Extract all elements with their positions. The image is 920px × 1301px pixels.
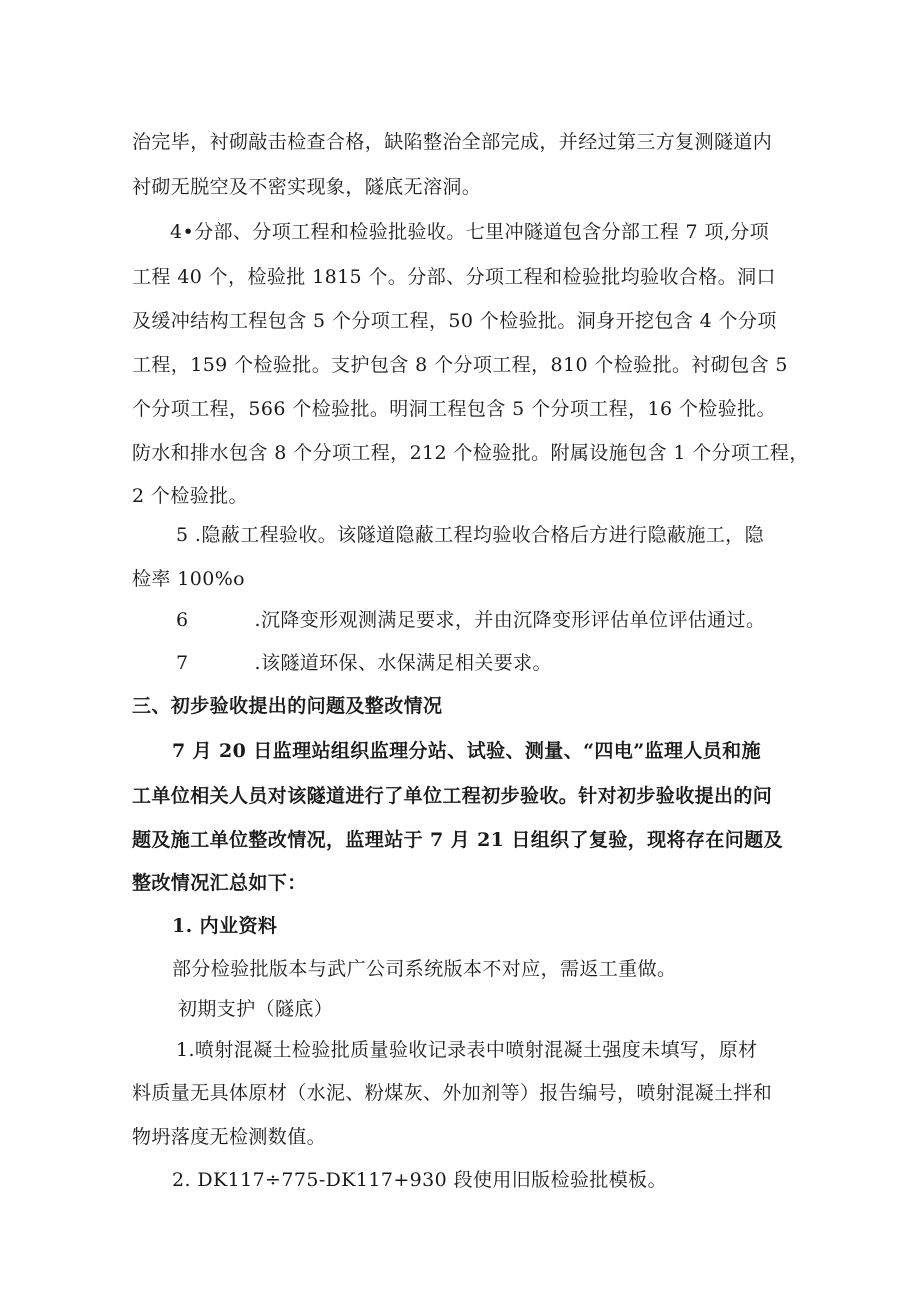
- item4-line-7: 2 个检验批。: [132, 485, 248, 507]
- item7-number: 7: [176, 652, 189, 674]
- support-heading: 初期支护（隧底）: [178, 998, 334, 1020]
- support-p2: 2. DK117÷775-DK117+930 段使用旧版检验批模板。: [172, 1169, 667, 1191]
- section3-line-2: 工单位相关人员对该隧道进行了单位工程初步验收。针对初步验收提出的问: [132, 785, 773, 807]
- section3-line-3: 题及施工单位整改情况，监理站于 7 月 21 日组织了复验，现将存在问题及: [132, 829, 783, 851]
- item6: [176, 608, 765, 632]
- item4-line-3: 及缓冲结构工程包含 5 个分项工程，50 个检验批。洞身开挖包含 4 个分项: [132, 310, 777, 332]
- section3-line-1: 7 月 20 日监理站组织监理分站、试验、测量、“四电”监理人员和施: [172, 740, 761, 762]
- item4-line-1: 4•分部、分项工程和检验批验收。七里冲隧道包含分部工程 7 项,分项: [170, 221, 770, 243]
- sub1-heading: 1. 内业资料: [172, 915, 278, 937]
- support-p1-line-2: 料质量无具体原材（水泥、粉煤灰、外加剂等）报告编号，喷射混凝土拌和: [132, 1082, 773, 1104]
- item4-line-5: 个分项工程，566 个检验批。明洞工程包含 5 个分项工程，16 个检验批。: [132, 398, 776, 420]
- item7: [176, 651, 552, 675]
- item4-line-2: 工程 40 个，检验批 1815 个。分部、分项工程和检验批均验收合格。洞口: [132, 266, 776, 288]
- item4-line-6: 防水和排水包含 8 个分项工程，212 个检验批。附属设施包含 1 个分项工程，: [132, 442, 809, 464]
- item4-line-4: 工程，159 个检验批。支护包含 8 个分项工程，810 个检验批。衬砌包含 5: [132, 354, 788, 376]
- item6-text: .沉降变形观测满足要求，并由沉降变形评估单位评估通过。: [254, 609, 766, 631]
- item5-line-1: 5 .隐蔽工程验收。该隧道隐蔽工程均验收合格后方进行隐蔽施工，隐: [176, 524, 764, 546]
- section3-line-4: 整改情况汇总如下：: [132, 872, 307, 894]
- lining-para-line-2: 衬砌无脱空及不密实现象，隧底无溶洞。: [132, 176, 482, 198]
- section3-heading: 三、初步验收提出的问题及整改情况: [132, 695, 443, 717]
- lining-para-line-1: 治完毕，衬砌敲击检查合格，缺陷整治全部完成，并经过第三方复测隧道内: [132, 131, 773, 153]
- item5-line-2: 检率 100%o: [132, 568, 245, 590]
- support-p1-line-3: 物坍落度无检测数值。: [132, 1126, 327, 1148]
- sub1-text: 部分检验批版本与武广公司系统版本不对应，需返工重做。: [172, 958, 677, 980]
- item7-text: .该隧道环保、水保满足相关要求。: [254, 652, 552, 674]
- item6-number: 6: [176, 609, 189, 631]
- support-p1-line-1: 1.喷射混凝土检验批质量验收记录表中喷射混凝土强度未填写，原材: [176, 1039, 758, 1061]
